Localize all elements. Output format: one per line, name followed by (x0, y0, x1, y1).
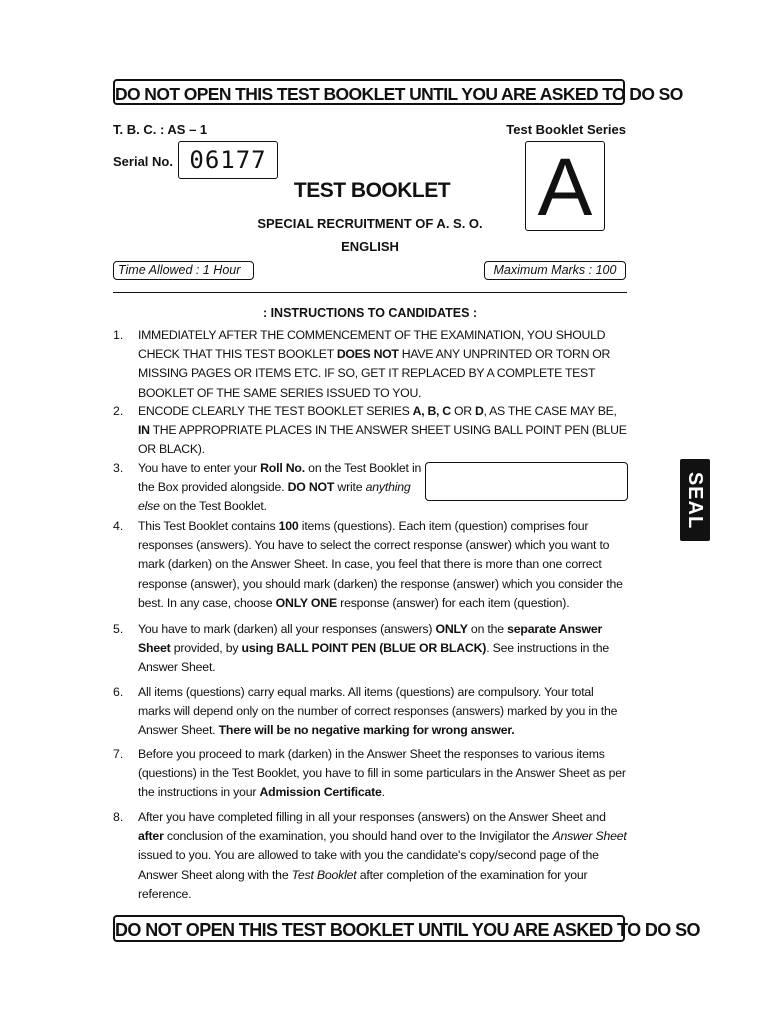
top-warning-banner: DO NOT OPEN THIS TEST BOOKLET UNTIL YOU ARE ASKED TO DO SO (113, 79, 625, 105)
item-text: IMMEDIATELY AFTER THE COMMENCEMENT OF THE EXAMINATION, YOU SHOULD CHECK THAT THIS TEST BOOKLET DOES NOT HAVE ANY UNPRINTED OR TORN OR MISSING PAGES OR ITEMS ETC. IF SO, GET IT REPLACED BY A COMPLETE TEST BOOKLET OF THE SAME SERIES ISSUED TO YOU. (138, 328, 611, 400)
time-allowed: Time Allowed : 1 Hour (113, 261, 254, 280)
exam-language: ENGLISH (341, 239, 399, 254)
item-number: 4. (113, 519, 124, 533)
item-number: 6. (113, 685, 124, 699)
seal-tab (680, 459, 710, 541)
item-text: You have to mark (darken) all your responses (answers) ONLY on the separate Answer Sheet provided, by using BALL POINT PEN (BLUE OR BLACK). See instructions in the Answer Sheet. (138, 622, 610, 675)
item-number: 3. (113, 461, 124, 475)
exam-subtitle: SPECIAL RECRUITMENT OF A. S. O. (257, 216, 483, 231)
maximum-marks: Maximum Marks : 100 (484, 261, 626, 280)
divider (113, 292, 627, 293)
item-number: 7. (113, 747, 124, 761)
item-text: This Test Booklet contains 100 items (questions). Each item (question) comprises four responses (answers). You have to select the correct response (answer) which you want to mark (darken) on the Answer Sheet. In case, you feel that there is more than one correct response (answer), you should mark (darken) the response (answer) which you consider the best. In any case, choose ONLY ONE response (answer) for each item (question). (138, 519, 623, 610)
page-title: TEST BOOKLET (293, 179, 451, 202)
item-text: You have to enter your Roll No. on the Test Booklet in the Box provided alongside. DO NOT write anything else on the Test Booklet. (138, 461, 422, 514)
series-label: Test Booklet Series (506, 122, 626, 137)
bottom-warning-banner: DO NOT OPEN THIS TEST BOOKLET UNTIL YOU ARE ASKED TO DO SO (113, 915, 625, 942)
tbc-code: T. B. C. : AS – 1 (113, 122, 208, 137)
serial-number-box: 06177 (178, 141, 278, 179)
item-text: All items (questions) carry equal marks. All items (questions) are compulsory. Your total marks will depend only on the number of correct responses (answers) marked by you in the Answer Sheet. There will be no negative marking for wrong answer. (138, 685, 618, 738)
item-number: 2. (113, 404, 124, 418)
serial-label: Serial No. (113, 154, 173, 169)
roll-number-box[interactable] (425, 462, 628, 501)
item-text: Before you proceed to mark (darken) in the Answer Sheet the responses to various items (questions) in the Test Booklet, you have to fill in some particulars in the Answer Sheet as per the instructions in your Admission Certificate. (138, 747, 626, 800)
series-letter-box: A (525, 141, 605, 231)
seal-label: SEAL (684, 471, 707, 529)
item-number: 5. (113, 622, 124, 636)
item-text: ENCODE CLEARLY THE TEST BOOKLET SERIES A, B, C OR D, AS THE CASE MAY BE, IN THE APPROPRIATE PLACES IN THE ANSWER SHEET USING BALL POINT PEN (BLUE OR BLACK). (138, 404, 627, 457)
item-number: 1. (113, 328, 124, 342)
item-number: 8. (113, 810, 124, 824)
instructions-heading: : INSTRUCTIONS TO CANDIDATES : (262, 306, 478, 320)
item-text: After you have completed filling in all your responses (answers) on the Answer Sheet and after conclusion of the examination, you should hand over to the Invigilator the Answer Sheet issued to you. You are allowed to take with you the candidate's copy/second page of the Answer Sheet along with the Test Booklet after completion of the examination for your reference. (138, 810, 627, 901)
